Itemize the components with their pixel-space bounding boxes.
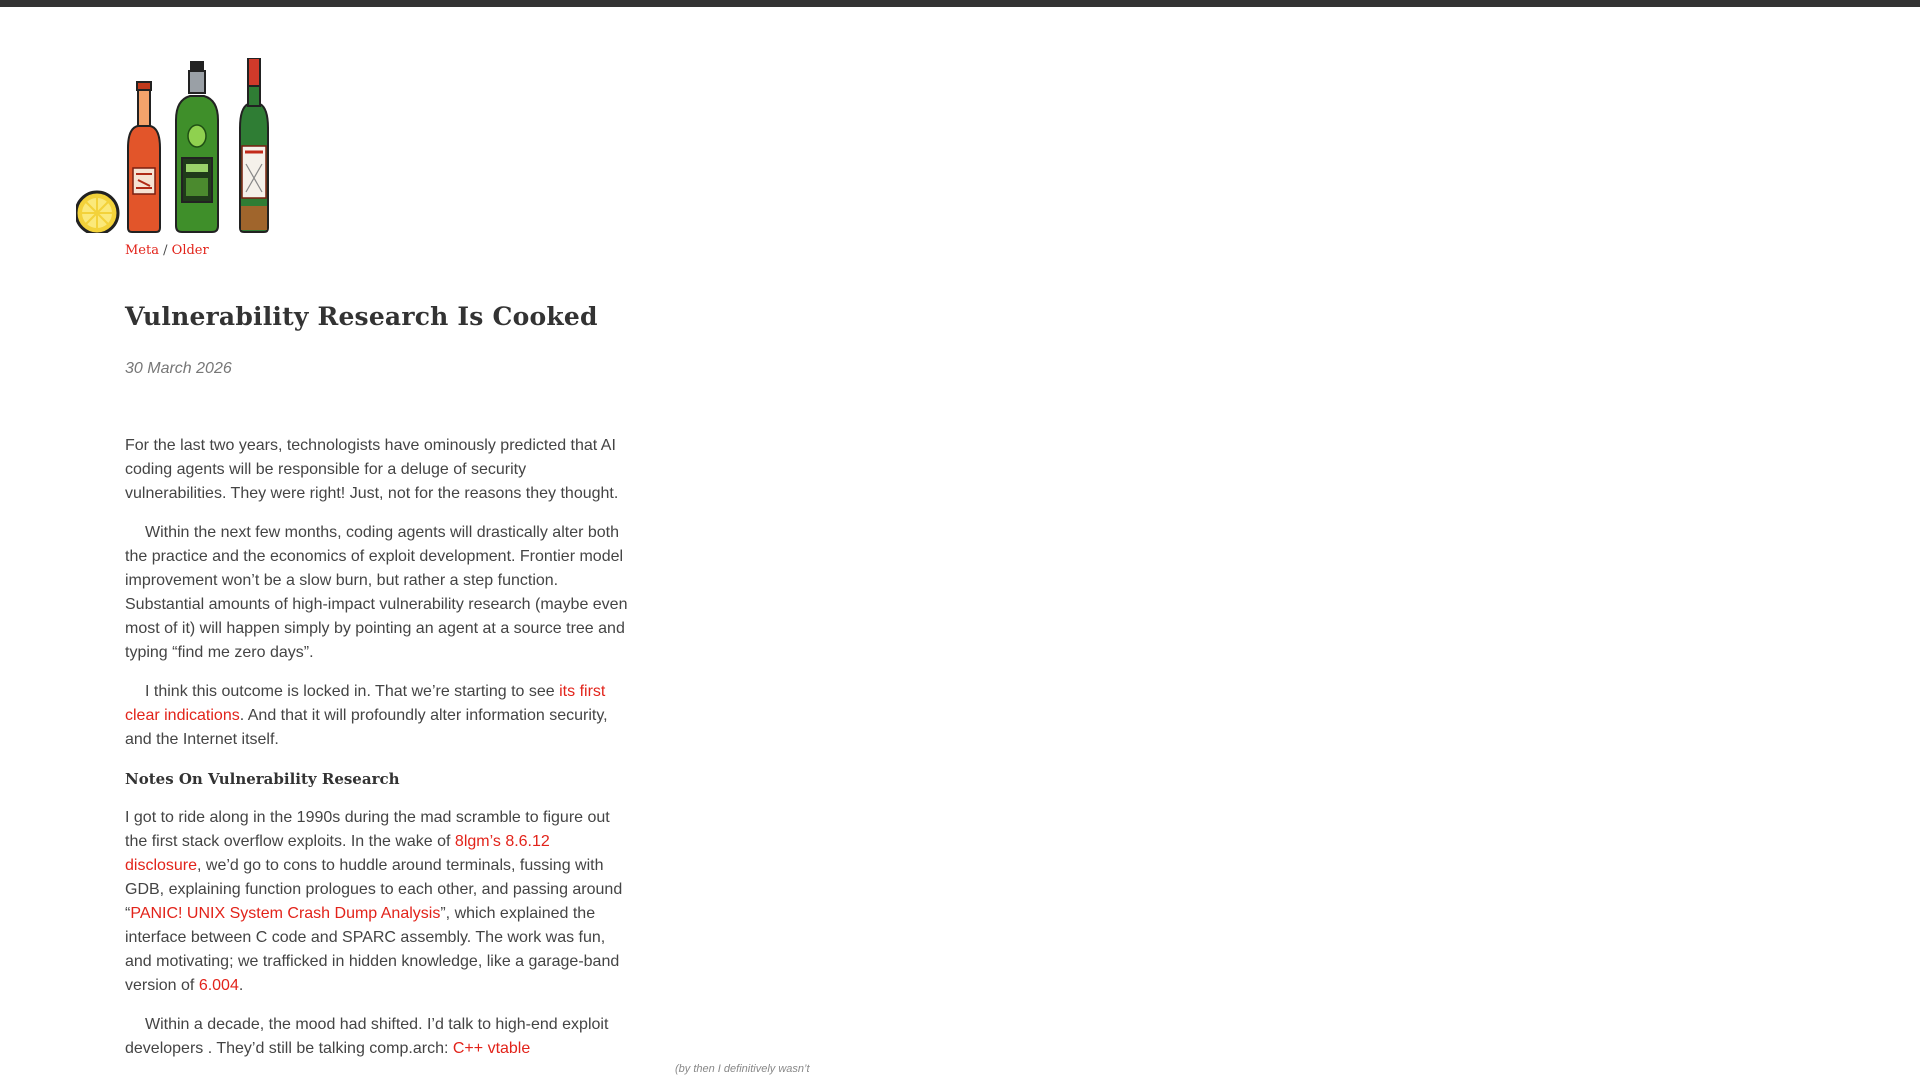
6004-link[interactable]: 6.004 [198,977,239,994]
paragraph-locked-in [125,680,628,752]
post-title: Vulnerability Research Is Cooked [125,302,598,331]
text-span: ”, which explained the interface between C code and SPARC assembly. The work was fun, and motivating; we trafficked in hidden knowledge, like a garage-band version of [125,905,620,994]
paragraph-agents: Within the next few months, coding agents will drastically alter both the practice and the economics of exploit development. Frontier model improvement won’t be a slow burn, but rather a step function. Substantial amounts of high-impact vulnerability research (maybe even most of it) will happen simply by pointing an agent at a source tree and typing “find me zero days”. [125,524,628,661]
top-bar [0,0,1920,7]
8lgm-disclosure-link[interactable]: 8lgm’s 8.6.12 disclosure [125,833,550,874]
post-content [125,434,628,1076]
panic-book-link[interactable]: PANIC! UNIX System Crash Dump Analysis [130,905,441,922]
sidenote: (by then I definitively wasn’t [675,1063,810,1075]
orange-bottle-icon [128,82,160,232]
tall-green-bottle-icon [240,58,268,232]
older-link[interactable]: Older [171,243,209,258]
text-span: Within a decade, the mood had shifted. I’d talk to high-end exploit developers . They’d still be talking comp.arch: [125,1016,609,1057]
bottles-and-lemon-logo[interactable] [76,58,281,233]
post-date: 30 March 2026 [125,360,232,377]
green-bottle-icon [176,61,218,232]
nav-separator: / [163,243,168,258]
cpp-vtable-link[interactable]: C++ vtable [452,1040,531,1057]
section-heading: Notes On Vulnerability Research [125,770,400,788]
text-span: I think this outcome is locked in. That we’re starting to see [145,683,560,700]
text-span: , we’d go to cons to huddle around terminals, fussing with GDB, explaining function prologues to each other, and passing around “ [125,857,623,922]
text-span: . [238,977,244,994]
text-span: . And that it will profoundly alter information security, and the Internet itself. [125,707,608,748]
meta-link[interactable]: Meta [125,243,159,258]
text-span: I got to ride along in the 1990s during the mad scramble to figure out the first stack overflow exploits. In the wake of [125,809,610,850]
lemon-icon [76,192,118,233]
paragraph-intro: For the last two years, technologists have ominously predicted that AI coding agents will be responsible for a deluge of security vulnerabilities. They were right! Just, not for the reasons they thought. [125,437,619,502]
paragraph-1990s [125,806,628,998]
breadcrumb-nav [125,243,209,258]
first-indications-link[interactable]: its first clear indications [125,683,606,724]
paragraph-decade-later [125,1013,628,1061]
